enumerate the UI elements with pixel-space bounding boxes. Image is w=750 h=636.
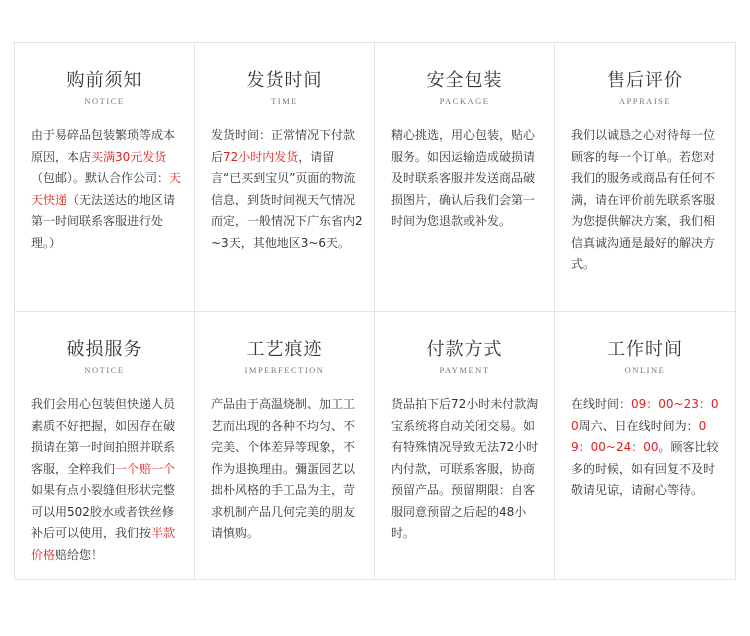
body-text: 在线时间：	[571, 397, 632, 411]
cell-title: 安全包装	[426, 70, 503, 91]
cell-body	[571, 394, 725, 502]
body-highlight: 天天快递	[31, 171, 182, 207]
cell-body	[31, 394, 184, 566]
cell-payment	[375, 312, 555, 580]
body-text: 我们会用心包装但快递人员素质不好把握，如因存在破损请在第一时间拍照并联系客服，全粹我们	[31, 397, 176, 476]
info-grid	[14, 42, 736, 580]
body-highlight: 半款价格	[31, 526, 176, 562]
cell-title: 付款方式	[426, 339, 503, 360]
body-text: 。顾客比较多的时候，如有回复不及时敬请见谅，请耐心等待。	[571, 440, 719, 497]
body-text: 周六、日在线时间为：	[578, 418, 699, 433]
body-text: 赔给您！	[55, 547, 104, 562]
cell-body	[31, 125, 184, 254]
cell-body	[391, 125, 544, 233]
cell-title: 破损服务	[66, 339, 143, 360]
cell-time	[195, 43, 375, 312]
cell-subtitle: APPRAISE	[618, 96, 672, 106]
body-text: 由于易碎品包装繁琐等成本原因，本店	[31, 128, 176, 164]
cell-damage-service	[15, 312, 195, 580]
cell-body	[391, 394, 544, 545]
body-text: 精心挑选，用心包装，贴心服务。如因运输造成破损请及时联系客服并发送商品破损图片，确认后我们会第一时间为您退款或补发。	[391, 128, 536, 228]
cell-subtitle: PACKAGE	[439, 96, 490, 106]
cell-subtitle: PAYMENT	[439, 365, 490, 375]
cell-title: 发货时间	[246, 70, 323, 91]
cell-notice	[15, 43, 195, 312]
body-highlight: 一个赔一个	[115, 461, 176, 476]
body-text: 产品由于高温烧制、加工工艺而出现的各种不均匀、不完美、个体差异等现象，不作为退换理由。彌蛋园艺以拙朴风格的手工品为主，苛求机制产品几何完美的朋友请慎购。	[211, 397, 356, 540]
body-text: 我们以诚恳之心对待每一位顾客的每一个订单。若您对我们的服务或商品有任何不满，请在评价前先联系客服为您提供解决方案，我们相信真诚沟通是最好的解决方式。	[571, 128, 716, 271]
body-text: （无法送达的地区请第一时间联系客服进行处理。）	[31, 192, 176, 250]
body-text: 如果有点小裂缝但形状完整可以用502胶水或者铁丝修补后可以使用，我们按	[31, 483, 176, 540]
cell-title: 购前须知	[66, 70, 143, 91]
cell-appraise	[555, 43, 735, 312]
body-text: （包邮）。默认合作公司：	[31, 171, 170, 185]
body-text: ，请留言“已买到宝贝”页面的物流信息，到货时间视天气情况而定，一般情况下广东省内2 ~3天，其他地区3~6天。	[211, 149, 363, 250]
cell-body	[571, 125, 725, 276]
cell-title: 工作时间	[607, 339, 683, 360]
cell-imperfection	[195, 312, 375, 580]
cell-title: 工艺痕迹	[246, 339, 323, 360]
cell-subtitle: ONLINE	[624, 365, 666, 375]
cell-online	[555, 312, 735, 580]
cell-subtitle: NOTICE	[84, 365, 125, 375]
cell-body	[211, 394, 364, 545]
body-highlight: 09：00~23：00	[571, 397, 719, 433]
cell-subtitle: NOTICE	[84, 96, 125, 106]
cell-body	[211, 125, 364, 254]
body-highlight: 72小时内发货	[223, 149, 299, 164]
body-highlight: 09：00~24：00	[571, 418, 707, 454]
body-highlight: 买满30元发货	[91, 149, 167, 164]
cell-subtitle: TIME	[271, 96, 298, 106]
cell-subtitle: IMPERFECTION	[244, 365, 325, 375]
body-text: 货品拍下后72小时未付款淘宝系统将自动关闭交易。如有特殊情况导致无法72小时内付款，可联系客服，协商预留产品。预留期限：自客服同意预留之后起的48小时。	[391, 397, 539, 540]
body-text: 发货时间：正常情况下付款后	[211, 128, 356, 164]
cell-title: 售后评价	[607, 70, 683, 91]
cell-package	[375, 43, 555, 312]
